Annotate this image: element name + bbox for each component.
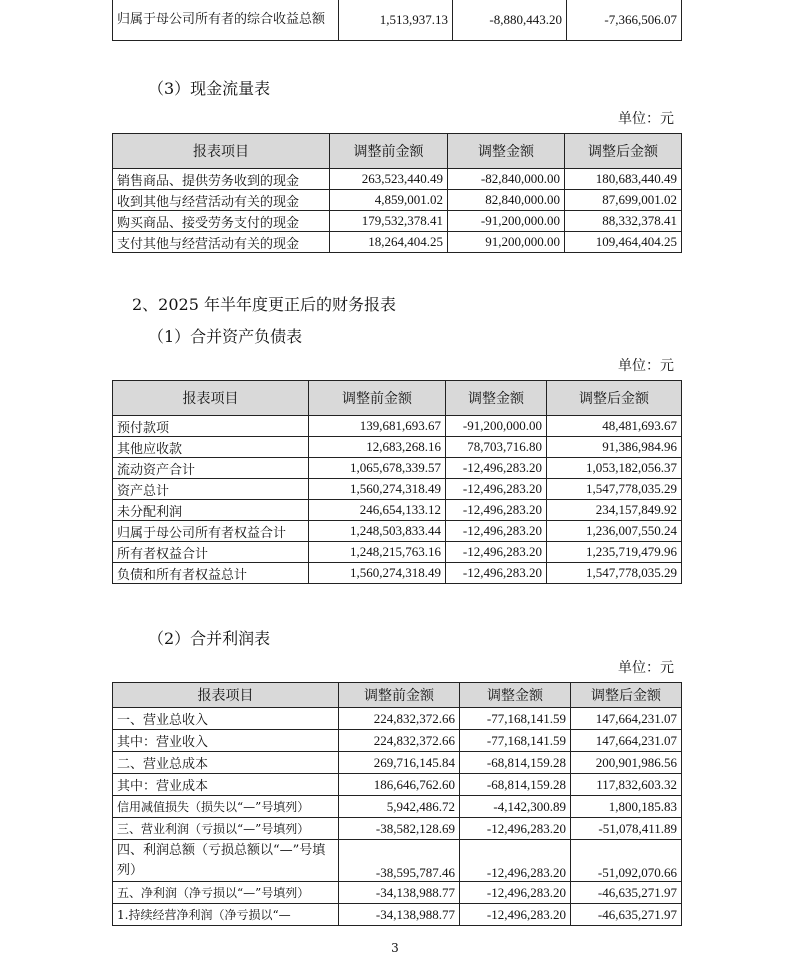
table-row: [113, 752, 682, 774]
after-amount: 1,236,007,550.24: [547, 521, 682, 542]
table-row: [113, 500, 682, 521]
after-amount: -46,635,271.97: [571, 904, 682, 926]
cashflow-title: （3）现金流量表: [148, 79, 271, 98]
adjustment-amount: -8,880,443.20: [453, 0, 567, 41]
after-amount: 1,547,778,035.29: [547, 563, 682, 584]
after-amount: -51,092,070.66: [571, 840, 682, 882]
row-label: 所有者权益合计: [113, 542, 309, 563]
adjustment-amount: 91,200,000.00: [448, 232, 565, 253]
adjustment-amount: 82,840,000.00: [448, 190, 565, 211]
before-amount: -38,595,787.46: [339, 840, 460, 882]
income-statement-table: [112, 682, 682, 926]
column-header: 调整后金额: [571, 683, 682, 708]
adjustment-amount: 78,703,716.80: [446, 437, 547, 458]
after-amount: -46,635,271.97: [571, 882, 682, 904]
adjustment-amount: -12,496,283.20: [446, 458, 547, 479]
row-label: 支付其他与经营活动有关的现金: [113, 232, 330, 253]
before-amount: 1,065,678,339.57: [309, 458, 446, 479]
before-amount: 269,716,145.84: [339, 752, 460, 774]
after-amount: 200,901,986.56: [571, 752, 682, 774]
row-label: 归属于母公司所有者权益合计: [113, 521, 309, 542]
page-number: 3: [391, 941, 399, 955]
table-row: [113, 840, 682, 882]
adjustment-amount: -12,496,283.20: [460, 882, 571, 904]
row-label: 购买商品、接受劳务支付的现金: [113, 211, 330, 232]
after-amount: 180,683,440.49: [565, 169, 682, 190]
after-amount: 1,547,778,035.29: [547, 479, 682, 500]
adjustment-amount: -12,496,283.20: [446, 563, 547, 584]
table-row: [113, 479, 682, 500]
before-amount: 186,646,762.60: [339, 774, 460, 796]
before-amount: -34,138,988.77: [339, 904, 460, 926]
adjustment-amount: -12,496,283.20: [446, 500, 547, 521]
table-header-row: [113, 381, 682, 416]
before-amount: 12,683,268.16: [309, 437, 446, 458]
row-label: 信用减值损失（损失以“—”号填列）: [113, 796, 339, 818]
before-amount: 5,942,486.72: [339, 796, 460, 818]
column-header: 调整金额: [446, 381, 547, 416]
row-label: 归属于母公司所有者的综合收益总额: [113, 0, 339, 41]
adjustment-amount: -68,814,159.28: [460, 774, 571, 796]
cashflow-table: [112, 133, 682, 253]
after-amount: 87,699,001.02: [565, 190, 682, 211]
after-amount: 117,832,603.32: [571, 774, 682, 796]
table-row: [113, 542, 682, 563]
after-amount: 48,481,693.67: [547, 416, 682, 437]
unit-label: 单位：元: [618, 660, 674, 676]
after-amount: 88,332,378.41: [565, 211, 682, 232]
column-header: 调整后金额: [547, 381, 682, 416]
after-amount: 147,664,231.07: [571, 730, 682, 752]
row-label: 预付款项: [113, 416, 309, 437]
balance-sheet-title: （1）合并资产负债表: [148, 327, 303, 346]
adjustment-amount: -12,496,283.20: [446, 479, 547, 500]
row-label: 一、营业总收入: [113, 708, 339, 730]
after-amount: 1,235,719,479.96: [547, 542, 682, 563]
row-label: 未分配利润: [113, 500, 309, 521]
column-header: 调整前金额: [339, 683, 460, 708]
row-label: 四、利润总额（亏损总额以“—”号填列）: [113, 840, 339, 882]
row-label: 资产总计: [113, 479, 309, 500]
table-row: [113, 416, 682, 437]
table-row: [113, 232, 682, 253]
before-amount: 18,264,404.25: [330, 232, 448, 253]
before-amount: 224,832,372.66: [339, 708, 460, 730]
adjustment-amount: -4,142,300.89: [460, 796, 571, 818]
after-amount: 234,157,849.92: [547, 500, 682, 521]
before-amount: 179,532,378.41: [330, 211, 448, 232]
adjustment-amount: -77,168,141.59: [460, 708, 571, 730]
adjustment-amount: -12,496,283.20: [460, 840, 571, 882]
row-label: 流动资产合计: [113, 458, 309, 479]
table-row: [113, 437, 682, 458]
table-row: [113, 730, 682, 752]
unit-label: 单位：元: [618, 358, 674, 374]
before-amount: 1,560,274,318.49: [309, 563, 446, 584]
after-amount: 147,664,231.07: [571, 708, 682, 730]
table-row: [113, 211, 682, 232]
table-row: [113, 904, 682, 926]
table-row: [113, 458, 682, 479]
table-row: [113, 169, 682, 190]
row-label: 其中：营业收入: [113, 730, 339, 752]
column-header: 调整前金额: [330, 134, 448, 169]
before-amount: 263,523,440.49: [330, 169, 448, 190]
adjustment-amount: -12,496,283.20: [460, 818, 571, 840]
section-title: 2、2025 年半年度更正后的财务报表: [132, 295, 396, 314]
after-amount: 109,464,404.25: [565, 232, 682, 253]
table-row: [113, 882, 682, 904]
column-header: 调整后金额: [565, 134, 682, 169]
row-label: 负债和所有者权益总计: [113, 563, 309, 584]
before-amount: 1,560,274,318.49: [309, 479, 446, 500]
after-amount: 91,386,984.96: [547, 437, 682, 458]
balance-sheet-table: [112, 380, 682, 584]
income-statement-title: （2）合并利润表: [148, 629, 271, 648]
table-row: [113, 708, 682, 730]
column-header: 调整前金额: [309, 381, 446, 416]
table-row: [113, 190, 682, 211]
column-header: 报表项目: [113, 134, 330, 169]
unit-label: 单位：元: [618, 111, 674, 127]
adjustment-amount: -12,496,283.20: [446, 542, 547, 563]
table-row: [113, 818, 682, 840]
before-amount: 246,654,133.12: [309, 500, 446, 521]
row-label: 销售商品、提供劳务收到的现金: [113, 169, 330, 190]
adjustment-amount: -77,168,141.59: [460, 730, 571, 752]
column-header: 调整金额: [460, 683, 571, 708]
table-row: [113, 774, 682, 796]
before-amount: 1,513,937.13: [339, 0, 453, 41]
before-amount: 1,248,215,763.16: [309, 542, 446, 563]
adjustment-amount: -91,200,000.00: [448, 211, 565, 232]
adjustment-amount: -68,814,159.28: [460, 752, 571, 774]
after-amount: -51,078,411.89: [571, 818, 682, 840]
adjustment-amount: -91,200,000.00: [446, 416, 547, 437]
comprehensive-income-table-tail: [112, 0, 682, 41]
row-label: 其中：营业成本: [113, 774, 339, 796]
row-label: 其他应收款: [113, 437, 309, 458]
row-label: 1.持续经营净利润（净亏损以“—: [113, 904, 339, 926]
column-header: 报表项目: [113, 683, 339, 708]
table-row: [113, 563, 682, 584]
row-label: 收到其他与经营活动有关的现金: [113, 190, 330, 211]
before-amount: 4,859,001.02: [330, 190, 448, 211]
column-header: 调整金额: [448, 134, 565, 169]
row-label: 五、净利润（净亏损以“—”号填列）: [113, 882, 339, 904]
row-label: 二、营业总成本: [113, 752, 339, 774]
adjustment-amount: -82,840,000.00: [448, 169, 565, 190]
after-amount: -7,366,506.07: [567, 0, 682, 41]
before-amount: 139,681,693.67: [309, 416, 446, 437]
before-amount: -34,138,988.77: [339, 882, 460, 904]
adjustment-amount: -12,496,283.20: [460, 904, 571, 926]
after-amount: 1,800,185.83: [571, 796, 682, 818]
row-label: 三、营业利润（亏损以“—”号填列）: [113, 818, 339, 840]
adjustment-amount: -12,496,283.20: [446, 521, 547, 542]
table-header-row: [113, 134, 682, 169]
table-row: [113, 521, 682, 542]
table-header-row: [113, 683, 682, 708]
table-row: [113, 796, 682, 818]
before-amount: 1,248,503,833.44: [309, 521, 446, 542]
before-amount: 224,832,372.66: [339, 730, 460, 752]
table-row: [113, 0, 682, 41]
column-header: 报表项目: [113, 381, 309, 416]
before-amount: -38,582,128.69: [339, 818, 460, 840]
after-amount: 1,053,182,056.37: [547, 458, 682, 479]
